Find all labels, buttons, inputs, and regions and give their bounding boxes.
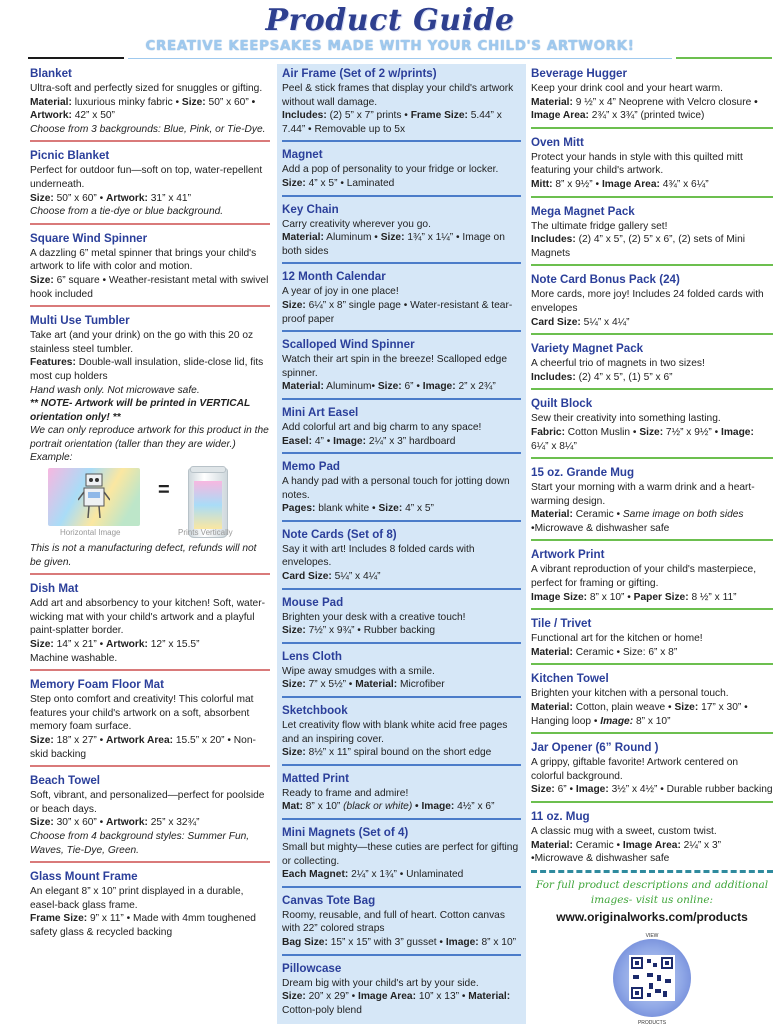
spec-label: • Image: xyxy=(412,801,455,813)
spec-label: Image: xyxy=(721,426,754,438)
product-specs xyxy=(531,591,773,605)
spec-value: 30” x 60” • xyxy=(53,817,107,829)
spec-label: Size: xyxy=(30,817,54,829)
product-specs xyxy=(531,646,773,660)
spec-label: Image: xyxy=(333,435,366,447)
spec-value: Aluminum• xyxy=(323,381,378,393)
spec-label: Features: xyxy=(30,357,76,369)
spec-value: 4½” x 6” xyxy=(454,801,495,813)
spec-value: 8” x 10” xyxy=(302,801,344,813)
spec-label: Frame Size: xyxy=(30,913,88,925)
spec-value: 8” x 10” xyxy=(633,715,671,727)
product-specs xyxy=(531,839,773,866)
spec-label: Material: xyxy=(282,381,324,393)
product-desc: A year of joy in one place! xyxy=(282,286,399,298)
product-desc: Protect your hands in style with this quilted mitt featuring your child's artwork. xyxy=(531,151,743,177)
product-specs xyxy=(282,570,521,584)
product-lens-cloth xyxy=(282,647,521,698)
spec-value: 14” x 21” • xyxy=(53,639,107,651)
spec-value: 42” x 50” xyxy=(71,110,115,122)
robot-drawing-icon xyxy=(78,472,110,522)
product-specs xyxy=(531,233,773,260)
product-wash-note: Hand wash only. Not microwave safe. xyxy=(30,384,200,396)
spec-value: 15” x 15” with 3” gusset • xyxy=(327,936,446,948)
product-desc: Add a pop of personality to your fridge or locker. xyxy=(282,164,499,176)
spec-value: Double-wall insulation, slide-close lid, fits most cup holders xyxy=(30,357,264,382)
product-specs xyxy=(282,231,521,258)
product-specs xyxy=(282,624,521,638)
qr-top-label: VIEW xyxy=(645,933,659,940)
header-rule-middle xyxy=(128,58,672,59)
spec-value: 2¼” x 3” •Microwave & dishwasher safe xyxy=(531,839,722,865)
product-memory-foam-mat xyxy=(30,675,270,767)
product-desc: Keep your drink cool and your heart warm. xyxy=(531,83,723,94)
product-desc: Ultra-soft and perfectly sized for snuggles or gifting. xyxy=(30,83,263,94)
spec-label: Size: xyxy=(674,702,699,714)
product-artwork-print xyxy=(531,545,773,610)
caption-prints-vertically: Prints Vertically xyxy=(178,528,233,538)
spec-label: Size: xyxy=(30,274,54,286)
spec-value: Ceramic • xyxy=(572,509,623,521)
product-title: Note Cards (Set of 8) xyxy=(282,527,397,541)
tumbler-print xyxy=(194,481,222,529)
product-desc: The ultimate fridge gallery set! xyxy=(531,220,668,232)
spec-value: 5.44” x 7.44” • Removable up to 5x xyxy=(282,110,502,135)
product-desc: A vibrant reproduction of your child's masterpiece, perfect for framing or gifting. xyxy=(531,564,757,590)
spec-label: Artwork: xyxy=(106,192,148,204)
product-beverage-hugger xyxy=(531,64,773,129)
spec-value: 2¼” x 3” hardboard xyxy=(365,435,456,447)
product-title: Mini Magnets (Set of 4) xyxy=(282,826,409,839)
column-middle xyxy=(277,64,526,1024)
product-desc: Carry creativity wherever you go. xyxy=(282,218,431,230)
spec-label: Image Area: xyxy=(622,839,681,851)
horizontal-artwork-image xyxy=(48,468,140,526)
product-picnic-blanket xyxy=(30,146,270,224)
product-specs xyxy=(30,816,270,830)
product-desc: Dream big with your child's art by your side. xyxy=(282,977,479,989)
header-rule-right xyxy=(676,57,772,59)
spec-value: Microfiber xyxy=(397,679,445,691)
spec-label: Image: xyxy=(600,715,634,727)
product-desc: Start your morning with a warm drink and a heart-warming design. xyxy=(531,482,755,507)
product-specs xyxy=(282,502,521,516)
product-calendar xyxy=(282,267,521,332)
spec-label: Artwork: xyxy=(106,639,148,651)
caption-horizontal-image: Horizontal Image xyxy=(60,528,121,538)
product-title: Magnet xyxy=(282,148,323,162)
product-specs xyxy=(531,426,773,453)
spec-value: 4¾” x 6¼” xyxy=(659,178,709,190)
spec-value: 6¼” x 8” single page • Water-resistant & tear-proof paper xyxy=(282,299,513,325)
product-title: Key Chain xyxy=(282,202,339,216)
product-specs xyxy=(531,96,773,123)
product-desc: Wipe away smudges with a smile. xyxy=(282,665,435,677)
header-rule-left xyxy=(28,57,124,59)
product-title: Note Card Bonus Pack (24) xyxy=(531,273,680,287)
spec-value: Cotton, plain weave • xyxy=(572,702,675,714)
spec-value: 15.5” x 20” • Non-skid backing xyxy=(30,735,256,760)
spec-value: 5¼” x 4¼” xyxy=(331,571,381,583)
product-note: Choose from 4 background styles: Summer Fun, Waves, Tie-Dye, Green. xyxy=(30,830,250,856)
product-matted-print xyxy=(282,769,521,820)
product-blanket xyxy=(30,64,270,142)
product-desc: Perfect for outdoor fun—soft on top, water-repellent underneath. xyxy=(30,165,263,190)
product-quilt-block xyxy=(531,394,773,459)
product-title: Picnic Blanket xyxy=(30,149,110,163)
product-desc: A cheerful trio of magnets in two sizes! xyxy=(531,358,705,370)
product-memo-pad xyxy=(282,457,521,522)
column-left xyxy=(30,64,270,948)
product-specs xyxy=(282,800,521,814)
product-specs xyxy=(30,912,270,939)
spec-label: Artwork: xyxy=(106,817,148,829)
product-desc: Soft, vibrant, and personalized—perfect for poolside or beach days. xyxy=(30,790,265,815)
spec-label: Size: xyxy=(282,625,306,637)
product-oven-mitt xyxy=(531,133,773,198)
spec-label: Pages: xyxy=(282,503,316,515)
spec-label: Size: xyxy=(378,503,403,515)
product-desc: Roomy, reusable, and full of heart. Cotton canvas with 22” colored straps xyxy=(282,909,505,935)
spec-note: Same image on both sides xyxy=(622,509,744,521)
spec-value: 8” x 10” xyxy=(478,936,517,948)
product-grande-mug xyxy=(531,463,773,541)
product-title: Sketchbook xyxy=(282,704,348,718)
spec-value: Cotton Muslin • xyxy=(564,426,640,438)
product-mega-magnet-pack xyxy=(531,202,773,267)
spec-value: 25” x 32¾” xyxy=(147,817,200,829)
product-title: Mega Magnet Pack xyxy=(531,204,635,218)
spec-label: Paper Size: xyxy=(633,591,689,603)
product-specs xyxy=(282,177,521,191)
spec-value: 2” x 2¾” xyxy=(455,381,496,393)
spec-label: Size: xyxy=(282,747,306,759)
spec-value: 2¾” x 3¾” (printed twice) xyxy=(588,110,705,122)
spec-value: 8” x 10” • xyxy=(587,591,634,603)
product-tile-trivet xyxy=(531,614,773,665)
spec-label: Size: xyxy=(531,784,555,796)
spec-label: Size: xyxy=(639,426,664,438)
product-variety-magnet-pack xyxy=(531,339,773,390)
product-desc: Peel & stick frames that display your child's artwork without wall damage. xyxy=(282,83,514,108)
spec-label: Material: xyxy=(30,96,72,108)
product-note-card-bonus xyxy=(531,270,773,335)
product-specs xyxy=(282,990,521,1017)
spec-label: Size: xyxy=(30,639,54,651)
product-desc: Small but mighty—these cuties are perfect for gifting or collecting. xyxy=(282,842,519,867)
product-note: Choose from a tie-dye or blue background. xyxy=(30,206,224,218)
spec-label: Size: xyxy=(282,299,306,311)
product-specs xyxy=(282,435,521,449)
product-specs xyxy=(282,936,521,950)
spec-label: Bag Size: xyxy=(282,936,328,948)
product-desc: A classic mug with a sweet, custom twist. xyxy=(531,826,717,837)
spec-value: Ceramic • xyxy=(572,839,623,851)
product-title: Memo Pad xyxy=(282,460,340,474)
product-scalloped-spinner xyxy=(282,335,521,400)
spec-value: Aluminum • xyxy=(323,232,381,244)
product-jar-opener xyxy=(531,738,773,803)
spec-label: Image: xyxy=(575,784,609,796)
product-specs xyxy=(282,746,521,760)
spec-value: 9” x 11” • Made with 4mm toughened safety glass & recycled backing xyxy=(30,913,256,938)
product-note: Choose from 3 backgrounds: Blue, Pink, or Tie-Dye. xyxy=(30,123,266,135)
orientation-example xyxy=(30,468,270,540)
product-title: Dish Mat xyxy=(30,582,79,596)
spec-value: 6” • xyxy=(554,784,576,796)
spec-label: Size: xyxy=(30,735,54,746)
page-subtitle: CREATIVE KEEPSAKES MADE WITH YOUR CHILD'S ARTWORK! xyxy=(145,38,635,54)
product-sketchbook xyxy=(282,701,521,766)
spec-label: Material: xyxy=(282,232,324,244)
spec-value: 3½” x 4½” • Durable rubber backing xyxy=(608,784,773,796)
product-desc: More cards, more joy! Includes 24 folded cards with envelopes xyxy=(531,289,764,314)
spec-label: Each Magnet: xyxy=(282,869,349,881)
spec-label: Size: xyxy=(377,381,402,393)
spec-value: 7½” x 9½” • xyxy=(663,426,722,438)
spec-value: luxurious minky fabric • xyxy=(71,96,182,108)
product-title: Pillowcase xyxy=(282,961,342,975)
product-title: Tile / Trivet xyxy=(531,617,592,631)
product-title: Quilt Block xyxy=(531,397,593,411)
spec-label: Frame Size: xyxy=(410,110,468,122)
product-kitchen-towel xyxy=(531,669,773,734)
spec-value: 6¼” x 8¼” xyxy=(531,440,577,452)
product-desc: Watch their art spin in the breeze! Scalloped edge spinner. xyxy=(282,354,508,379)
product-extra: •Microwave & dishwasher safe xyxy=(531,522,670,534)
spec-label: Includes: xyxy=(531,371,576,383)
product-title: Artwork Print xyxy=(531,548,605,562)
product-desc: Add art and absorbency to your kitchen! Soft, water-wicking mat with your child's artwork and a playful paint-splatter border. xyxy=(30,598,266,637)
product-title: Lens Cloth xyxy=(282,649,342,663)
product-specs xyxy=(30,356,270,383)
spec-label: Material: xyxy=(355,679,398,691)
product-beach-towel xyxy=(30,771,270,863)
product-specs xyxy=(30,638,270,652)
spec-value: 5¼” x 4¼” xyxy=(580,316,630,328)
spec-value: 10” x 13” • xyxy=(416,991,469,1003)
product-specs xyxy=(30,96,270,123)
product-title: Mini Art Easel xyxy=(282,405,359,419)
spec-value: 12” x 15.5” xyxy=(147,639,200,651)
product-desc: A handy pad with a personal touch for jotting down notes. xyxy=(282,476,510,501)
spec-value: 4” x 5” • Laminated xyxy=(305,177,395,189)
page-header xyxy=(0,0,780,62)
product-title: Glass Mount Frame xyxy=(30,870,138,884)
spec-value: 9 ½” x 4” Neoprene with Velcro closure xyxy=(572,96,752,108)
tumbler-lid xyxy=(190,466,226,473)
spec-label: Size: xyxy=(282,177,306,189)
product-air-frame xyxy=(282,64,521,142)
spec-label: Size: xyxy=(282,991,306,1003)
product-desc: Step onto comfort and creativity! This colorful mat features your child's artwork on a soft, absorbent memory foam surface. xyxy=(30,694,254,733)
spec-label: Card Size: xyxy=(282,571,332,583)
spec-label: Image: xyxy=(422,381,456,393)
product-desc: Say it with art! Includes 8 folded cards with envelopes. xyxy=(282,543,475,569)
product-note-cards xyxy=(282,525,521,590)
product-title: Jar Opener (6” Round ) xyxy=(531,741,659,755)
products-url-link[interactable]: www.originalworks.com/products xyxy=(556,909,748,924)
product-title: 12 Month Calendar xyxy=(282,270,386,284)
product-title: Canvas Tote Bag xyxy=(282,893,376,907)
product-specs xyxy=(531,508,773,522)
spec-note: (black or white) xyxy=(343,801,413,813)
spec-value: (2) 4” x 5”, (2) 5” x 6”, (2) sets of Mini Magnets xyxy=(531,234,745,259)
product-key-chain xyxy=(282,200,521,265)
product-desc: Brighten your kitchen with a personal touch. xyxy=(531,688,729,700)
product-desc: Brighten your desk with a creative touch! xyxy=(282,611,466,623)
product-desc: An elegant 8” x 10” print displayed in a durable, easel-back glass frame. xyxy=(30,886,244,911)
product-specs xyxy=(531,178,773,192)
spec-label: Size: xyxy=(282,679,306,691)
spec-value: 6” square • Weather-resistant metal with swivel hook included xyxy=(30,274,269,300)
product-specs xyxy=(282,109,521,136)
spec-label: Fabric: xyxy=(531,426,565,438)
product-specs xyxy=(531,701,773,728)
spec-label: Material: xyxy=(531,509,573,521)
spec-value: 17” x 30” • xyxy=(698,702,748,714)
product-dish-mat xyxy=(30,579,270,671)
product-pillowcase xyxy=(282,959,521,1022)
product-title: Mouse Pad xyxy=(282,595,344,609)
product-multi-use-tumbler xyxy=(30,311,270,575)
qr-bottom-label: PRODUCTS xyxy=(637,1019,667,1024)
product-title: 11 oz. Mug xyxy=(531,810,590,823)
product-desc: A grippy, giftable favorite! Artwork centered on colorful background. xyxy=(531,757,739,782)
spec-label: Image Size: xyxy=(531,591,588,603)
spec-label: Size: xyxy=(30,192,54,204)
product-square-wind-spinner xyxy=(30,229,270,307)
spec-value: 18” x 27” • xyxy=(53,735,107,746)
spec-label: Image Area: xyxy=(358,991,416,1003)
product-title: Memory Foam Floor Mat xyxy=(30,678,164,692)
spec-value: blank white • xyxy=(315,503,379,515)
product-desc: Functional art for the kitchen or home! xyxy=(531,633,703,645)
spec-label: • Image Area: xyxy=(531,96,758,122)
spec-value: 1¾” x 1¼” • Image on both sides xyxy=(282,232,505,257)
product-desc: Let creativity flow with blank white acid free pages and an inspiring cover. xyxy=(282,720,508,745)
product-specs xyxy=(30,274,270,301)
product-magnet xyxy=(282,145,521,196)
product-title: 15 oz. Grande Mug xyxy=(531,466,635,480)
qr-code[interactable] xyxy=(609,930,695,1024)
spec-label: Image: xyxy=(445,936,479,948)
product-specs xyxy=(30,734,270,761)
product-title: Beverage Hugger xyxy=(531,67,628,80)
spec-value: 50” x 60” xyxy=(205,96,249,108)
product-title: Beach Towel xyxy=(30,774,101,788)
spec-value: Ceramic • Size: 6” x 8” xyxy=(572,646,678,658)
refund-disclaimer: This is not a manufacturing defect, refunds will not be given. xyxy=(30,543,257,568)
spec-value: 8½” x 11” spiral bound on the short edge xyxy=(305,747,492,759)
spec-label: Material: xyxy=(468,991,511,1003)
product-title: Air Frame (Set of 2 w/prints) xyxy=(282,67,437,80)
product-glass-mount-frame xyxy=(30,867,270,943)
spec-value: 4” • xyxy=(312,435,334,447)
spec-label: Card Size: xyxy=(531,316,581,328)
dashed-divider xyxy=(531,870,773,873)
product-desc: Sew their creativity into something lasting. xyxy=(531,413,721,425)
spec-label: Mitt: xyxy=(531,178,553,190)
product-specs xyxy=(531,371,773,385)
spec-label: Material: xyxy=(531,702,573,714)
spec-value: 31” x 41” xyxy=(147,192,191,204)
product-canvas-tote xyxy=(282,891,521,956)
product-desc: Ready to frame and admire! xyxy=(282,787,409,799)
spec-value: 7½” x 9¾” • Rubber backing xyxy=(305,625,436,637)
product-specs xyxy=(282,380,521,394)
spec-label: • Artwork: xyxy=(30,96,256,122)
product-title: Scalloped Wind Spinner xyxy=(282,338,415,352)
spec-label: Includes: xyxy=(531,234,576,246)
qr-code-icon xyxy=(629,955,675,1001)
product-title: Variety Magnet Pack xyxy=(531,342,644,356)
more-info-text: For full product descriptions and additional images- visit us online: xyxy=(535,878,769,906)
product-wash-note: Machine washable. xyxy=(30,652,118,664)
page-title: Product Guide xyxy=(265,3,515,38)
spec-value: Cotton-poly blend xyxy=(282,1004,362,1016)
spec-value: 8” x 9½” • xyxy=(552,178,602,190)
product-specs xyxy=(531,783,773,797)
spec-value: 4” x 5” xyxy=(402,503,434,515)
spec-value: 8 ½” x 11” xyxy=(688,591,737,603)
spec-value: (2) 5” x 7” prints • xyxy=(326,110,411,122)
vertical-orientation-note: ** NOTE- Artwork will be printed in VERTICAL orientation only! ** xyxy=(30,398,250,423)
product-specs xyxy=(30,192,270,206)
product-desc: Add colorful art and big charm to any space! xyxy=(282,421,482,433)
spec-label: Size: xyxy=(380,232,405,244)
product-title: Multi Use Tumbler xyxy=(30,314,130,328)
portrait-note: We can only reproduce artwork for this product in the portrait orientation (taller than they are wider.) Example: xyxy=(30,425,269,464)
spec-value: 50” x 60” • xyxy=(53,192,107,204)
product-title: Oven Mitt xyxy=(531,135,584,149)
spec-label: Includes: xyxy=(282,110,327,122)
spec-value: 6” • xyxy=(401,381,423,393)
spec-value: (2) 4” x 5”, (1) 5” x 6” xyxy=(575,371,673,383)
product-desc: A dazzling 6” metal spinner that brings your child's artwork to life with color and motion. xyxy=(30,247,257,273)
spec-label: Artwork Area: xyxy=(106,735,174,746)
product-specs xyxy=(282,678,521,692)
product-specs xyxy=(531,316,773,330)
spec-label: Mat: xyxy=(282,801,303,813)
product-title: Blanket xyxy=(30,67,72,80)
column-right xyxy=(531,64,773,1024)
product-specs xyxy=(282,868,521,882)
product-mini-magnets xyxy=(282,823,521,888)
spec-value: 7” x 5½” • xyxy=(305,679,356,691)
product-title: Kitchen Towel xyxy=(531,672,609,686)
product-title: Square Wind Spinner xyxy=(30,231,148,245)
product-mouse-pad xyxy=(282,593,521,644)
spec-label: Material: xyxy=(531,96,573,108)
spec-label: Easel: xyxy=(282,435,313,447)
product-mug xyxy=(531,807,773,866)
spec-label: Size: xyxy=(181,96,206,108)
product-title: Matted Print xyxy=(282,771,349,785)
equals-sign: = xyxy=(158,479,170,502)
spec-label: Material: xyxy=(531,646,573,658)
product-specs xyxy=(282,299,521,326)
spec-value: 2¼” x 1¾” • Unlaminated xyxy=(348,869,464,881)
spec-label: Image Area: xyxy=(601,178,660,190)
spec-value: Hanging loop • xyxy=(531,715,601,727)
spec-label: Material: xyxy=(531,839,573,851)
spec-value: 20” x 29” • xyxy=(305,991,359,1003)
product-desc: Take art (and your drink) on the go with this 20 oz stainless steel tumbler. xyxy=(30,330,254,355)
product-mini-art-easel xyxy=(282,403,521,454)
